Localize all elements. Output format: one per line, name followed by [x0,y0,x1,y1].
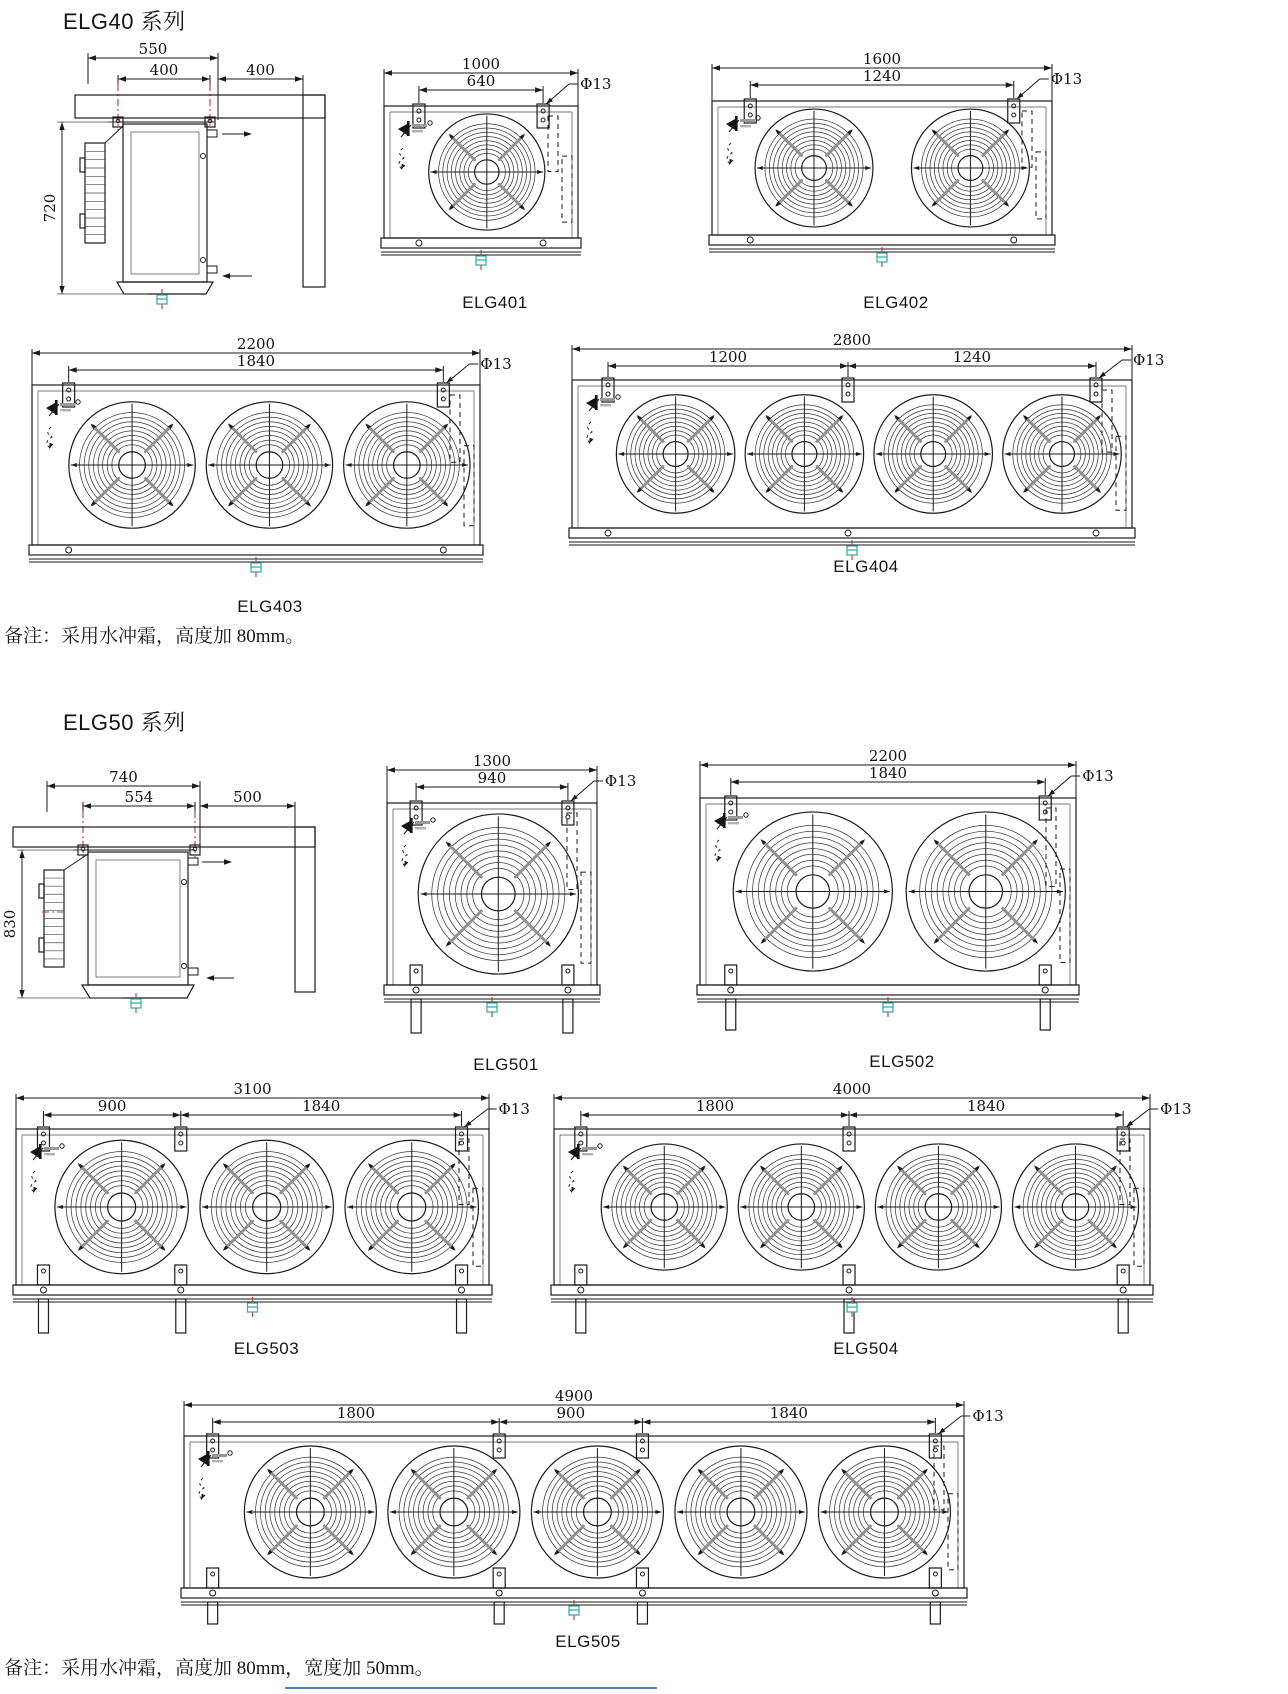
unit-elg402 [700,50,1092,313]
fan-grille-icon [745,395,863,513]
svg-text:1800: 1800 [336,1404,376,1422]
fan-grille-icon [738,1144,864,1270]
svg-text:550: 550 [138,40,168,58]
svg-text:Φ13: Φ13 [1050,70,1083,88]
unit-drawing [700,50,1092,262]
series50-title: ELG50 系列 [63,710,186,735]
mounting-bracket [437,383,449,407]
svg-text:Φ13: Φ13 [480,355,512,373]
fan-grille-icon [818,1446,950,1578]
drain-fitting [847,1297,857,1317]
side-view-elg50 [2,742,337,1000]
side-view-elg40 [8,28,338,290]
label-elg505: ELG505 [555,1632,621,1651]
unit-drawing [172,1387,1004,1628]
unit-elg502 [688,747,1116,1072]
svg-text:1840: 1840 [236,352,276,370]
label-elg503: ELG503 [233,1339,300,1358]
svg-text:900: 900 [97,1097,127,1115]
drain-fitting [248,1297,258,1317]
svg-text:400: 400 [246,61,275,79]
fan-grille-icon [418,814,578,974]
fan-grille-icon [531,1446,663,1578]
unit-elg504 [542,1080,1192,1359]
svg-text:Φ13: Φ13 [1160,1100,1192,1118]
fan-grille-icon [345,1140,478,1273]
mounting-bracket [843,1127,855,1151]
unit-drawing [560,331,1172,555]
mounting-bracket [1008,99,1020,123]
drain-fitting [131,993,141,1013]
svg-text:3100: 3100 [233,1080,272,1098]
svg-text:940: 940 [477,769,507,787]
label-elg502: ELG502 [869,1052,935,1071]
label-elg402: ELG402 [863,293,929,312]
mounting-bracket [493,1434,505,1458]
svg-text:2800: 2800 [832,331,872,349]
fan-grille-icon [344,402,470,528]
unit-drawing [372,55,618,265]
svg-text:Φ13: Φ13 [972,1407,1004,1425]
mounting-bracket [175,1127,187,1151]
series40-title: ELG40 系列 [63,9,186,34]
svg-text:720: 720 [41,193,59,223]
unit-drawing [20,335,520,572]
svg-text:400: 400 [149,61,179,79]
fan-grille-icon [206,402,332,528]
svg-text:1800: 1800 [695,1097,735,1115]
label-elg401: ELG401 [462,293,528,312]
fan-grille-icon [601,1144,727,1270]
mounting-bracket [842,378,854,402]
svg-text:Φ13: Φ13 [1082,767,1114,785]
unit-drawing [4,1080,530,1337]
unit-drawing [542,1080,1192,1337]
fan-grille-icon [875,1144,1001,1270]
svg-text:Φ13: Φ13 [498,1100,530,1118]
unit-elg404 [560,331,1172,577]
svg-text:1600: 1600 [862,50,902,68]
fan-grille-icon [244,1446,376,1578]
svg-text:900: 900 [556,1404,586,1422]
unit-elg403 [20,335,520,617]
fan-grille-icon [55,1140,188,1273]
unit-elg501 [375,752,637,1075]
fan-grille-icon [733,812,892,971]
svg-text:830: 830 [1,909,19,939]
mounting-bracket [1090,378,1102,402]
unit-drawing [375,752,637,1037]
note-elg40: 备注：采用水冲霜，高度加 80mm。 [4,626,305,647]
drain-fitting [157,289,167,309]
svg-text:640: 640 [466,72,496,90]
unit-drawing [688,747,1116,1034]
side-view-drawing [8,28,338,290]
drain-fitting [487,997,497,1017]
svg-text:554: 554 [124,788,154,806]
svg-text:1000: 1000 [461,55,501,73]
unit-elg505 [172,1387,1004,1652]
mounting-bracket [537,104,549,128]
label-elg403: ELG403 [237,597,303,616]
fan-grille-icon [69,402,195,528]
svg-text:1840: 1840 [868,764,908,782]
fan-grille-icon [874,395,992,513]
fan-grille-icon [675,1446,807,1578]
fan-grille-icon [1003,395,1121,513]
svg-text:1840: 1840 [302,1097,341,1115]
svg-text:740: 740 [109,768,138,786]
drain-fitting [476,250,486,270]
svg-text:1840: 1840 [967,1097,1006,1115]
unit-elg503 [4,1080,530,1359]
svg-text:Φ13: Φ13 [580,75,612,93]
side-view-drawing [2,742,337,1000]
svg-text:4900: 4900 [554,1387,594,1405]
drain-fitting [251,557,261,577]
svg-text:1840: 1840 [769,1404,808,1422]
svg-text:2200: 2200 [236,335,276,353]
bottom-rule [285,1687,657,1689]
svg-text:1240: 1240 [862,67,902,85]
unit-elg401 [372,55,618,313]
fan-grille-icon [200,1140,333,1273]
svg-text:Φ13: Φ13 [604,772,637,790]
mounting-bracket [636,1434,648,1458]
fan-grille-icon [755,109,873,227]
drain-fitting [569,1600,579,1620]
svg-text:1200: 1200 [708,348,748,366]
svg-text:1300: 1300 [472,752,512,770]
fan-grille-icon [911,109,1029,227]
fan-grille-icon [616,395,734,513]
svg-text:2200: 2200 [868,747,908,765]
svg-text:Φ13: Φ13 [1133,351,1165,369]
note-elg50: 备注：采用水冲霜，高度加 80mm，宽度加 50mm。 [4,1658,434,1679]
fan-grille-icon [906,812,1065,971]
svg-text:4000: 4000 [832,1080,872,1098]
fan-grille-icon [388,1446,520,1578]
label-elg501: ELG501 [473,1055,539,1074]
drain-fitting [883,997,893,1017]
drain-fitting [877,247,887,267]
svg-text:500: 500 [233,788,262,806]
label-elg404: ELG404 [833,557,899,576]
svg-text:1240: 1240 [952,348,992,366]
label-elg504: ELG504 [833,1339,899,1358]
fan-grille-icon [429,114,545,230]
